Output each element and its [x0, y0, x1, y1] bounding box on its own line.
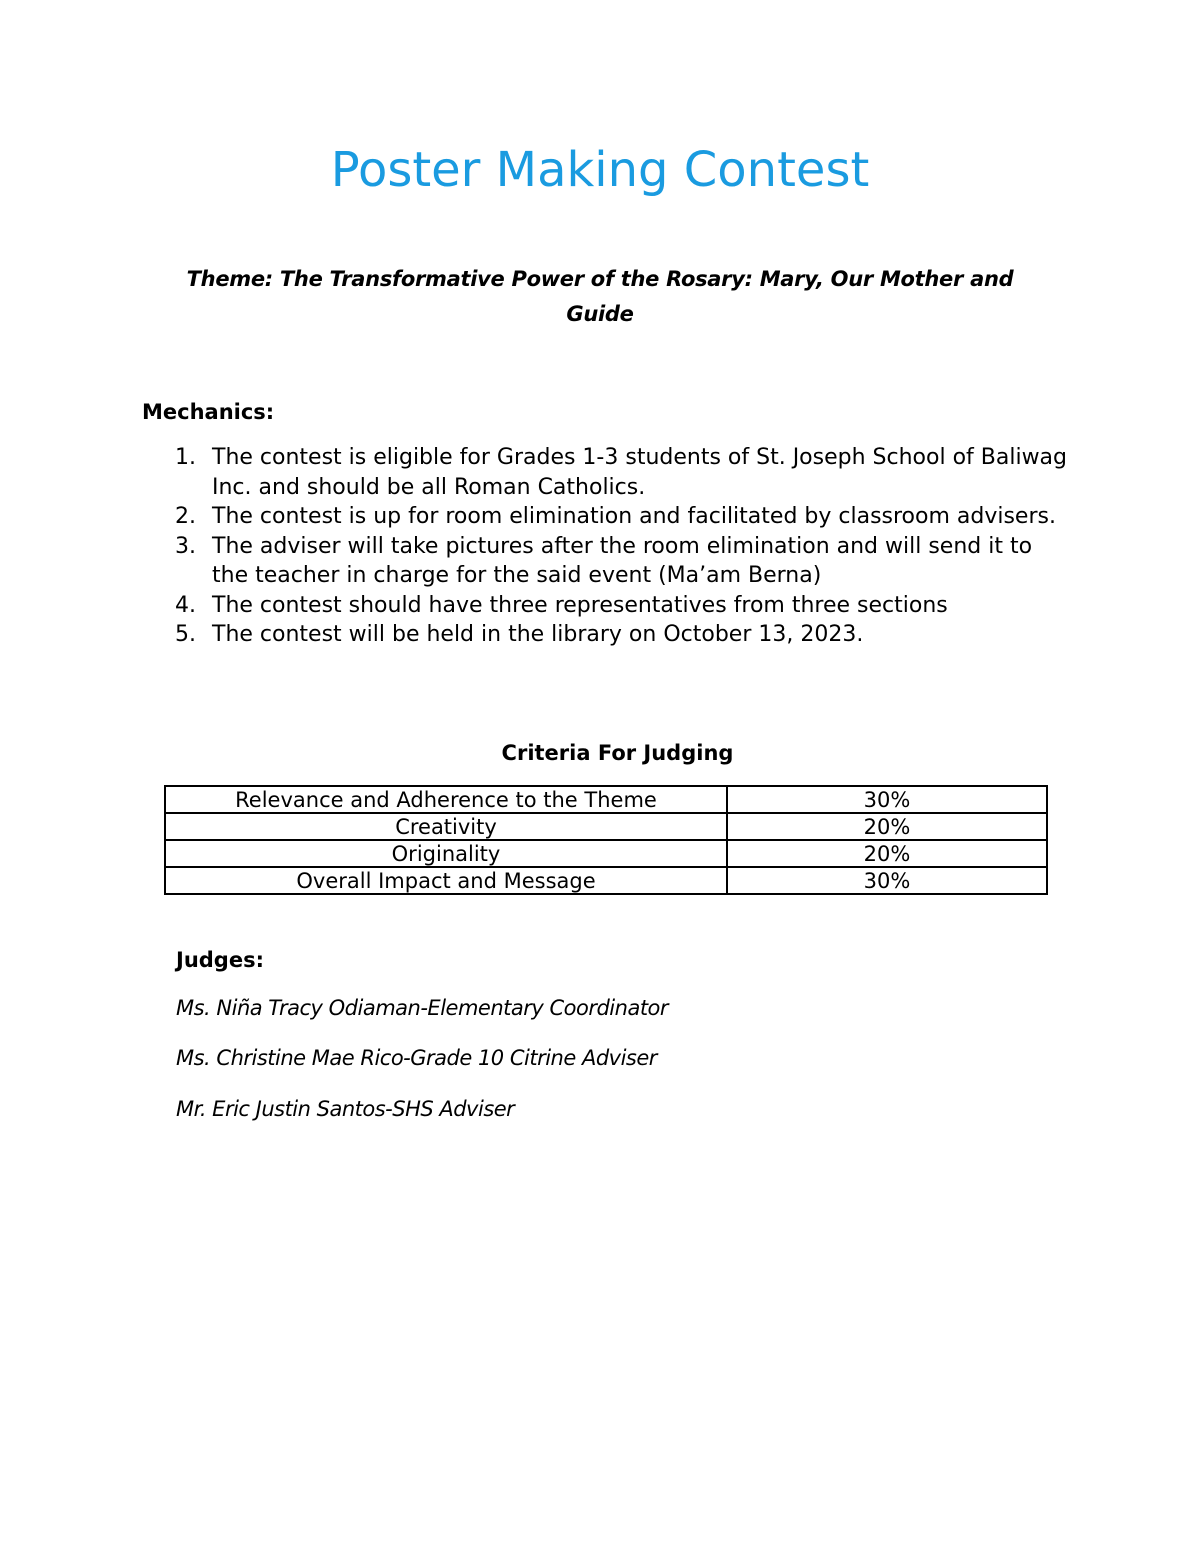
judge-entry: Ms. Niña Tracy Odiaman-Elementary Coordinator	[176, 996, 669, 1020]
judges-heading: Judges:	[176, 948, 264, 972]
list-item-number: 4.	[175, 592, 196, 618]
list-item	[175, 620, 1075, 650]
criterion-cell: Relevance and Adherence to the Theme	[165, 786, 727, 813]
criterion-cell: Creativity	[165, 813, 727, 840]
list-item	[175, 591, 1075, 621]
theme-statement: Theme: The Transformative Power of the Rosary: Mary, Our Mother and Guide	[186, 267, 1014, 326]
list-item-number: 2.	[175, 504, 196, 529]
list-item-number: 5.	[175, 622, 196, 647]
criteria-heading: Criteria For Judging	[501, 741, 734, 765]
criteria-table	[164, 785, 1048, 895]
weight-cell: 20%	[727, 813, 1047, 840]
list-item-text: The contest will be held in the library on October 13, 2023.	[212, 622, 864, 647]
list-item-text: The adviser will take pictures after the room elimination and will send it to the teacher in charge for the said event (Ma’am Berna)	[212, 533, 1033, 588]
list-item-text: The contest is eligible for Grades 1-3 students of St. Joseph School of Baliwag Inc. and should be all Roman Catholics.	[212, 445, 1068, 500]
table-row	[165, 786, 1047, 813]
list-item-number: 1.	[175, 445, 196, 470]
list-item-text: The contest should have three representatives from three sections	[212, 592, 948, 618]
weight-cell: 30%	[727, 786, 1047, 813]
weight-cell: 30%	[727, 867, 1047, 894]
criterion-cell: Originality	[165, 840, 727, 867]
weight-cell: 20%	[727, 840, 1047, 867]
mechanics-list	[175, 443, 1075, 650]
criterion-cell: Overall Impact and Message	[165, 867, 727, 894]
judge-entry: Ms. Christine Mae Rico-Grade 10 Citrine Adviser	[176, 1046, 657, 1070]
judge-entry: Mr. Eric Justin Santos-SHS Adviser	[176, 1097, 515, 1121]
list-item	[175, 502, 1075, 532]
list-item-text: The contest is up for room elimination and facilitated by classroom advisers.	[212, 504, 1056, 529]
table-row	[165, 867, 1047, 894]
table-row	[165, 813, 1047, 840]
mechanics-heading: Mechanics:	[142, 400, 275, 424]
list-item	[175, 443, 1075, 502]
list-item	[175, 532, 1075, 591]
page-title: Poster Making Contest	[330, 142, 870, 198]
list-item-number: 3.	[175, 533, 196, 559]
table-row	[165, 840, 1047, 867]
